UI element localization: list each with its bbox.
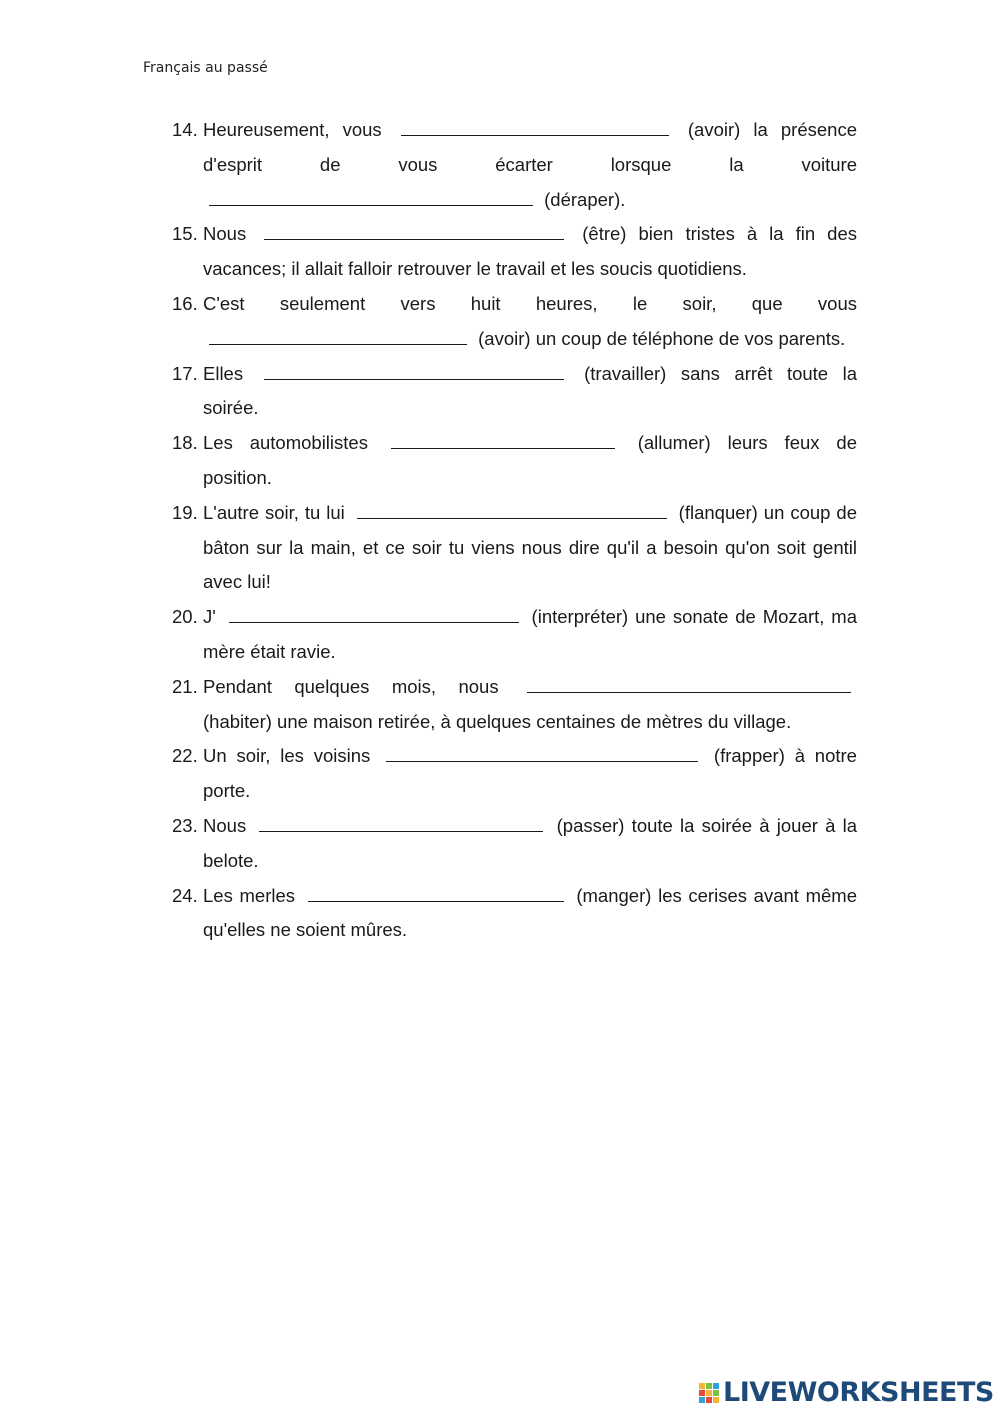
- exercise-number: 23.: [172, 814, 198, 836]
- sentence-text: Elles: [203, 362, 258, 384]
- sentence-text: J': [203, 606, 223, 628]
- exercise-sentence: [203, 670, 857, 740]
- page-header-title: Français au passé: [143, 60, 268, 76]
- exercise-item: [172, 600, 857, 670]
- exercise-sentence: [203, 217, 857, 287]
- exercise-number: 20.: [172, 606, 198, 628]
- exercise-item: [172, 879, 857, 949]
- answer-blank[interactable]: [259, 817, 543, 832]
- exercise-sentence: [203, 496, 857, 600]
- sentence-text: (avoir) la présence d'esprit de vous écarter lorsque la voiture: [203, 119, 857, 175]
- sentence-text: L'autre soir, tu lui: [203, 501, 351, 523]
- exercise-item: [172, 357, 857, 427]
- exercise-number: 14.: [172, 119, 198, 140]
- answer-blank[interactable]: [357, 504, 667, 519]
- exercise-number: 15.: [172, 223, 198, 245]
- exercise-number: 16.: [172, 292, 198, 314]
- exercise-sentence: [203, 809, 857, 879]
- sentence-text: Heureusement, vous: [203, 119, 395, 140]
- answer-blank[interactable]: [209, 191, 533, 206]
- exercise-number: 17.: [172, 362, 198, 384]
- sentence-text: (avoir) un coup de téléphone de vos parents.: [473, 327, 846, 349]
- exercise-item: [172, 809, 857, 879]
- exercise-number: 22.: [172, 745, 198, 767]
- answer-blank[interactable]: [308, 887, 564, 902]
- sentence-text: (frapper) à notre porte.: [203, 745, 857, 802]
- exercise-item: [172, 113, 857, 217]
- answer-blank[interactable]: [401, 121, 669, 136]
- sentence-text: C'est seulement vers huit heures, le soir, que vous: [203, 292, 857, 314]
- answer-blank[interactable]: [527, 678, 851, 693]
- sentence-text: Nous: [203, 814, 254, 836]
- sentence-text: Les merles: [203, 884, 302, 906]
- exercise-sentence: [203, 287, 857, 357]
- answer-blank[interactable]: [391, 434, 615, 449]
- sentence-text: (manger) les cerises avant même qu'elles ne soient mûres.: [203, 884, 857, 941]
- sentence-text: (flanquer) un coup de bâton sur la main, et ce soir tu viens nous dire qu'il a besoin qu'on soit gentil avec lui!: [203, 501, 857, 593]
- exercise-number: 18.: [172, 432, 198, 454]
- sentence-text: Les automobilistes: [203, 432, 385, 454]
- liveworksheets-logo-icon: [699, 1381, 721, 1405]
- sentence-text: (allumer) leurs feux de position.: [203, 432, 857, 488]
- exercise-sentence: [203, 113, 857, 217]
- exercise-number: 21.: [172, 675, 198, 697]
- exercise-item: [172, 217, 857, 287]
- exercise-sentence: [203, 426, 857, 496]
- exercise-item: [172, 496, 857, 600]
- answer-blank[interactable]: [386, 747, 698, 762]
- exercise-sentence: [203, 879, 857, 949]
- answer-blank[interactable]: [209, 330, 467, 345]
- exercise-item: [172, 739, 857, 809]
- exercise-sentence: [203, 600, 857, 670]
- exercise-item: [172, 670, 857, 740]
- exercise-item: [172, 426, 857, 496]
- exercise-number: 24.: [172, 884, 198, 906]
- sentence-text: Un soir, les voisins: [203, 745, 381, 767]
- liveworksheets-logo[interactable]: [699, 1379, 994, 1407]
- answer-blank[interactable]: [264, 365, 564, 380]
- answer-blank[interactable]: [264, 225, 564, 240]
- exercise-list: [172, 113, 857, 948]
- answer-blank[interactable]: [229, 608, 519, 623]
- liveworksheets-logo-text: LIVEWORKSHEETS: [723, 1377, 994, 1408]
- sentence-text: (passer) toute la soirée à jouer à la belote.: [203, 814, 858, 871]
- exercise-item: [172, 287, 857, 357]
- sentence-text: (habiter) une maison retirée, à quelques centaines de mètres du village.: [203, 710, 792, 732]
- sentence-text: Pendant quelques mois, nous: [203, 675, 521, 697]
- exercise-number: 19.: [172, 501, 198, 523]
- sentence-text: (déraper).: [539, 188, 626, 210]
- sentence-text: (être) bien tristes à la fin des vacances; il allait falloir retrouver le travail et les soucis quotidiens.: [203, 223, 857, 280]
- sentence-text: (interpréter) une sonate de Mozart, ma mère était ravie.: [203, 606, 857, 662]
- sentence-text: (travailler) sans arrêt toute la soirée.: [203, 362, 857, 419]
- exercise-sentence: [203, 357, 857, 427]
- exercise-sentence: [203, 739, 857, 809]
- sentence-text: Nous: [203, 223, 259, 245]
